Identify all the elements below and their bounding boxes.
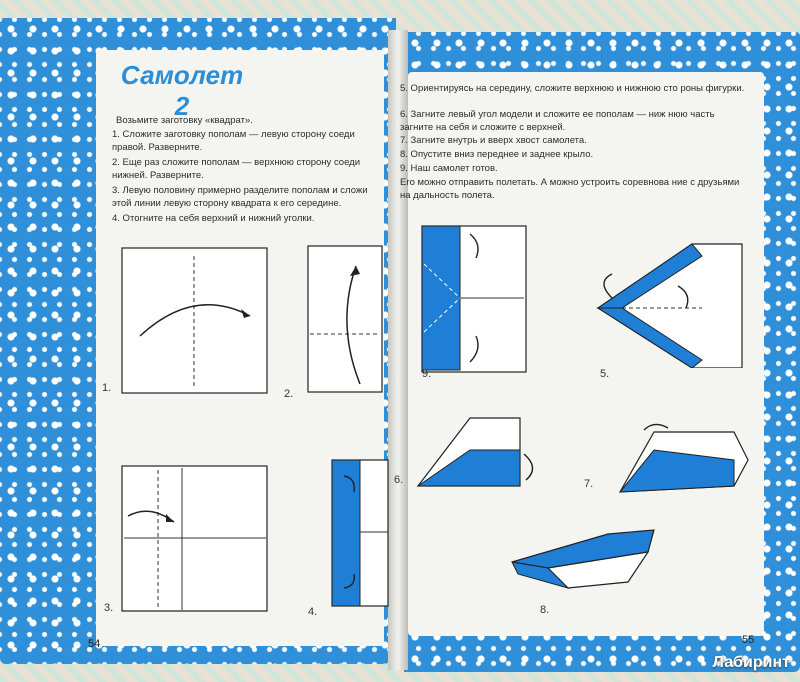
figure-1-diagram (120, 246, 270, 396)
figure-6-diagram (592, 238, 752, 368)
figure-2-label: 2. (284, 388, 294, 400)
figure-6-label: 5. (600, 368, 610, 380)
figure-8-label: 7. (584, 478, 594, 490)
step-2-text: 2. Еще раз сложите пополам — верхнюю сторону соеди нижней. Разверните. (112, 157, 361, 181)
left-page-number: 54 (88, 638, 101, 650)
figure-1-label: 1. (102, 382, 112, 394)
step-1-text: 1. Сложите заготовку пополам — левую сторону соеди правой. Разверните. (112, 129, 355, 153)
figure-5-diagram (420, 224, 530, 374)
step-7-text: 7. Загните внутрь и вверх хвост самолета. (400, 135, 587, 146)
labirint-watermark-logo: Лабиринт (712, 654, 790, 671)
figure-7-diagram (414, 410, 544, 500)
figure-3-label: 3. (104, 602, 114, 614)
closing-text: Его можно отправить полетать. А можно устроить соревнова ние с друзьями на дальность полета. (400, 177, 740, 201)
right-page-number: 55 (742, 634, 755, 646)
figure-5-label: 9. (422, 368, 432, 380)
figure-9-label: 8. (540, 604, 550, 616)
step-4-text: 4. Отогните на себя верхний и нижний уголки. (112, 213, 315, 224)
open-book (0, 18, 800, 682)
step-6-text: 6. Загните левый угол модели и сложите ее пополам — ниж нюю часть загните на себя и сложите с верхней. (400, 109, 715, 133)
figure-7-label: 6. (394, 474, 404, 486)
figure-4-diagram (330, 458, 390, 608)
step-8-text: 8. Опустите вниз переднее и заднее крыло. (400, 149, 594, 160)
figure-3-diagram (120, 464, 270, 614)
step-5-text: 5. Ориентируясь на середину, сложите верхнюю и нижнюю сто роны фигурки. (400, 83, 745, 94)
figure-9-diagram (508, 522, 668, 612)
step-9-text: 9. Наш самолет готов. (400, 163, 498, 174)
figure-4-label: 4. (308, 606, 318, 618)
step-3-text: 3. Левую половину примерно разделите пополам и сложи этой линии левую сторону квадрата к его середине. (112, 185, 368, 209)
figure-8-diagram (614, 422, 754, 502)
intro-text: Возьмите заготовку «квадрат». (116, 115, 253, 126)
page-title: Самолет 2 (120, 60, 244, 121)
figure-2-diagram (306, 244, 384, 394)
